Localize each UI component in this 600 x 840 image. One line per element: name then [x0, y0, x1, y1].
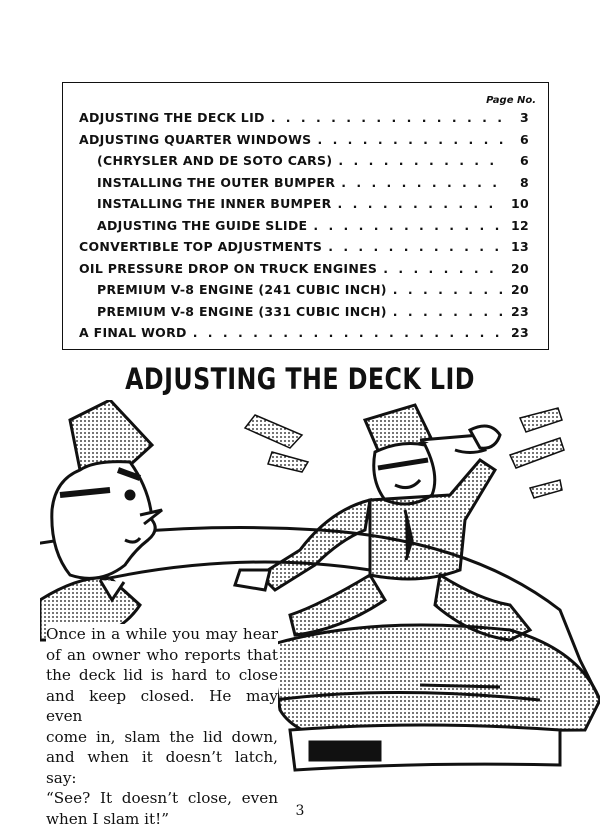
toc-list — [79, 110, 529, 347]
toc-entry-page: 3 — [520, 110, 529, 125]
toc-entry-title: ADJUSTING QUARTER WINDOWS — [79, 131, 312, 147]
toc-leader-dots — [313, 218, 503, 233]
toc-entry-page: 23 — [511, 303, 529, 319]
page-number: 3 — [295, 803, 305, 819]
toc-entry — [79, 132, 529, 154]
toc-leader-dots — [338, 153, 503, 168]
toc-entry-page: 13 — [511, 239, 529, 254]
toc-entry-page: 6 — [520, 131, 529, 147]
toc-entry — [79, 110, 529, 132]
toc-entry — [79, 175, 529, 197]
toc-entry — [79, 239, 529, 261]
toc-entry-page: 20 — [511, 260, 529, 276]
left-man-figure — [40, 400, 162, 640]
toc-leader-dots — [393, 304, 503, 319]
toc-leader-dots — [317, 132, 503, 147]
toc-entry — [79, 304, 529, 326]
toc-entry-title: INSTALLING THE INNER BUMPER — [97, 196, 332, 211]
body-line: of an owner who reports that — [46, 645, 278, 664]
toc-entry — [79, 196, 529, 218]
body-line: come in, slam the lid down, — [46, 727, 278, 746]
body-line: Once in a while you may hear — [46, 625, 278, 643]
toc-entry-title: CONVERTIBLE TOP ADJUSTMENTS — [79, 239, 323, 254]
toc-leader-dots — [193, 325, 503, 340]
toc-entry-page: 10 — [511, 196, 529, 211]
toc-entry — [79, 153, 529, 175]
toc-entry-page: 23 — [511, 325, 529, 340]
toc-entry — [79, 218, 529, 240]
toc-entry-title: INSTALLING THE OUTER BUMPER — [97, 174, 336, 190]
toc-entry — [79, 282, 529, 304]
toc-entry — [79, 325, 529, 347]
toc-entry-title: PREMIUM V-8 ENGINE (331 CUBIC INCH) — [97, 303, 387, 319]
toc-entry-page: 8 — [520, 174, 529, 190]
section-title: ADJUSTING THE DECK LID — [125, 362, 475, 396]
toc-entry-page: 6 — [520, 153, 529, 168]
toc-leader-dots — [383, 261, 503, 276]
toc-entry-title: ADJUSTING THE DECK LID — [79, 110, 265, 125]
table-of-contents — [62, 82, 549, 350]
body-line: and keep closed. He may even — [46, 686, 278, 725]
toc-leader-dots — [341, 175, 503, 190]
toc-entry-title: PREMIUM V-8 ENGINE (241 CUBIC INCH) — [97, 282, 387, 297]
body-line: when I slam it!” — [46, 809, 169, 828]
toc-entry-title: A FINAL WORD — [79, 325, 187, 340]
body-line: the deck lid is hard to close — [46, 666, 278, 684]
toc-entry-page: 20 — [511, 282, 529, 297]
toc-entry-title: ADJUSTING THE GUIDE SLIDE — [97, 217, 308, 233]
toc-leader-dots — [328, 239, 503, 254]
toc-entry-page: 12 — [511, 217, 529, 233]
toc-leader-dots — [271, 110, 503, 125]
toc-leader-dots — [393, 282, 503, 297]
toc-entry-title: (CHRYSLER AND DE SOTO CARS) — [97, 153, 333, 168]
toc-entry-title: OIL PRESSURE DROP ON TRUCK ENGINES — [79, 260, 378, 276]
body-paragraph — [46, 624, 278, 829]
toc-leader-dots — [338, 196, 503, 211]
toc-entry — [79, 261, 529, 283]
body-line: and when it doesn’t latch, say: — [46, 748, 278, 787]
toc-page-no-header: Page No. — [486, 95, 536, 106]
body-line: “See? It doesn’t close, even — [46, 789, 278, 807]
